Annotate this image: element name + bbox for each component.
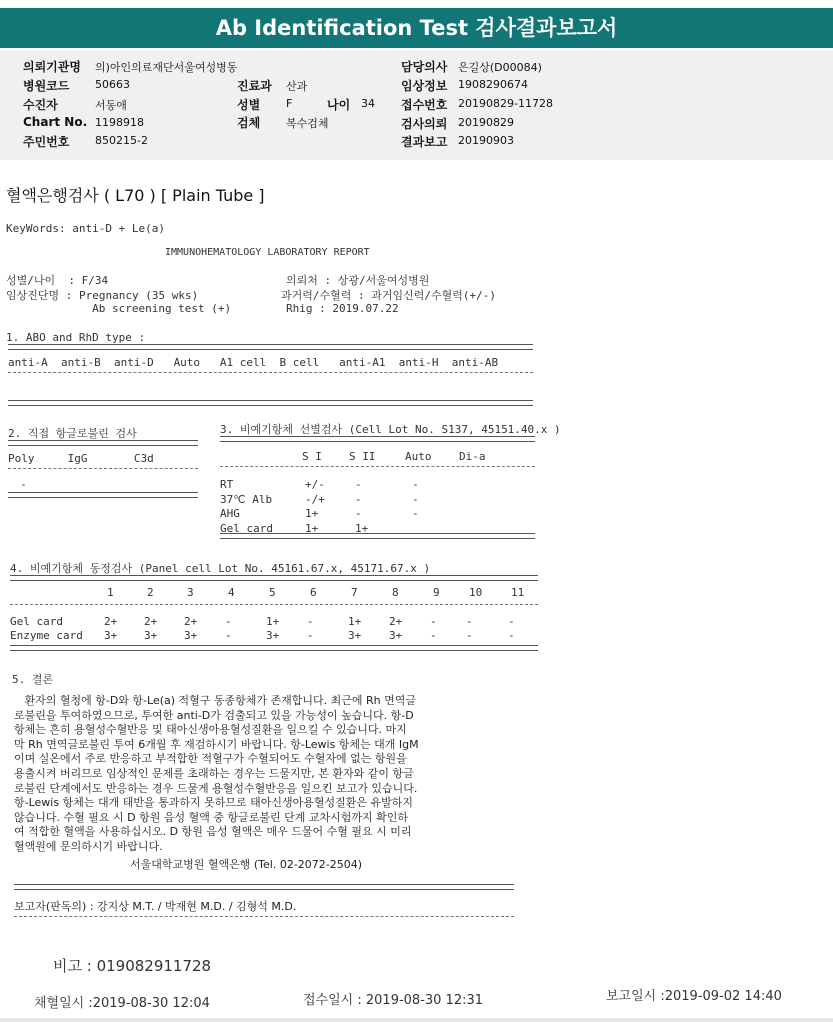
screen-row-name: AHG [220, 507, 240, 520]
conclusion-line: 용출시켜 버리므로 임상적인 문제를 초래하는 경우는 드물지만, 본 환자와 같이 항글 [14, 767, 414, 780]
doctor-label: 담당의사 [401, 60, 448, 74]
abo-headers: anti-A anti-B anti-D Auto A1 cell B cell anti-A1 anti-H anti-AB [8, 356, 499, 369]
panel-cell: 3+ [144, 629, 158, 642]
patient-label: 수진자 [23, 98, 58, 112]
receipt-datetime: 접수일시 : 2019-08-30 12:31 [303, 993, 484, 1008]
abo-title: 1. ABO and RhD type : [6, 331, 146, 344]
specimen-label: 검체 [237, 116, 261, 130]
divider [220, 533, 535, 539]
age-value: 34 [361, 97, 375, 110]
screen-header-s2: S II [349, 450, 376, 463]
panel-cell: - [225, 629, 232, 642]
panel-cell: 3+ [389, 629, 403, 642]
divider [220, 436, 535, 442]
screen-header-s1: S I [302, 450, 322, 463]
screen-cell: 1+ [305, 521, 319, 535]
panel-cell: 2+ [389, 615, 403, 628]
panel-row-name: Gel card [10, 615, 63, 628]
panel-header: 6 [310, 586, 317, 599]
collection-datetime: 채혈일시 :2019-08-30 12:04 [34, 996, 210, 1011]
requester-line: 의뢰처 : 상광/서울여성병원 [286, 274, 430, 287]
panel-cell: - [508, 629, 515, 642]
report-date-value: 20190903 [458, 134, 514, 147]
specimen-value: 복수검체 [286, 117, 329, 130]
divider [8, 344, 533, 350]
chart-label: Chart No. [23, 115, 88, 129]
divider [14, 916, 514, 917]
panel-cell: - [466, 629, 473, 642]
conclusion-line: 항체는 흔히 용혈성수혈반응 및 태아신생아용혈성질환을 일으킬 수 있습니다. 마지 [14, 723, 407, 737]
panel-cell: - [225, 615, 232, 628]
screen-cell: 1+ [355, 521, 369, 535]
panel-cell: - [430, 615, 437, 628]
institution-value: 의)아인의료재단서울여성병동 [95, 61, 238, 74]
conclusion-title: 5. 결론 [12, 673, 54, 686]
clinical-label: 임상정보 [401, 79, 448, 93]
divider [10, 575, 538, 581]
sex-age-line: 성별/나이 : F/34 [6, 274, 109, 287]
report-datetime: 보고일시 :2019-09-02 14:40 [606, 989, 782, 1004]
keywords: KeyWords: anti-D + Le(a) [6, 222, 165, 235]
screen-cell: - [355, 492, 362, 506]
panel-header: 3 [187, 586, 194, 599]
panel-cell: 3+ [348, 629, 362, 642]
screen-cell: -/+ [305, 492, 325, 506]
panel-header: 9 [433, 586, 440, 599]
panel-cell: 2+ [184, 615, 198, 628]
panel-header: 2 [147, 586, 154, 599]
panel-row-name: Enzyme card [10, 629, 83, 642]
screen-cell: - [412, 478, 419, 491]
panel-header: 10 [469, 586, 483, 599]
divider [8, 468, 198, 469]
screen-cell: +/- [305, 478, 325, 491]
conclusion-line: 않습니다. 수혈 필요 시 D 항원 음성 혈액 중 항글로불린 단계 교차시험까지 확인하 [14, 810, 408, 824]
screen-row-name: RT [220, 478, 234, 491]
hospital-code-label: 병원코드 [23, 79, 70, 93]
department-value: 산과 [286, 80, 308, 93]
rrn-label: 주민번호 [23, 135, 70, 149]
history-line: 과거력/수혈력 : 과거임신력/수혈력(+/-) [281, 289, 496, 302]
blood-bank-contact: 서울대학교병원 혈액은행 (Tel. 02-2072-2504) [130, 858, 363, 871]
divider [14, 884, 514, 890]
divider [8, 400, 533, 406]
screen-row-name: Gel card [220, 521, 273, 535]
department-label: 진료과 [237, 79, 272, 93]
divider [8, 372, 533, 373]
panel-cell: 3+ [104, 629, 118, 642]
dat-title: 2. 직접 항글로불린 검사 [8, 427, 137, 440]
conclusion-line: 로불린 단계에서도 반응하는 경우 드물게 용혈성수혈반응을 일으킨 보고가 있습니다. [14, 781, 418, 795]
rhig-line: Rhig : 2019.07.22 [286, 302, 399, 315]
panel-header: 7 [351, 586, 358, 599]
conclusion-line: 환자의 혈청에 항-D와 항-Le(a) 적혈구 동종항체가 존재합니다. 최근에 Rh 면역글 [14, 694, 417, 707]
age-label: 나이 [327, 98, 351, 112]
report-title-bar: Ab Identification Test 검사결과보고서 [0, 8, 833, 48]
page-bottom-border [0, 1018, 833, 1022]
panel-cell: - [307, 615, 314, 628]
screen-cell: - [412, 492, 419, 506]
conclusion-line: 항-Lewis 항체는 대개 태반을 통과하지 못하므로 태아신생아용혈성질환은 유발하지 [14, 796, 413, 810]
dat-value: - [20, 478, 27, 491]
screening-line: Ab screening test (+) [6, 302, 232, 315]
panel-header: 5 [269, 586, 276, 599]
receipt-value: 20190829-11728 [458, 97, 553, 110]
request-label: 검사의뢰 [401, 117, 448, 131]
panel-header: 8 [392, 586, 399, 599]
panel-cell: 3+ [266, 629, 280, 642]
panel-header: 4 [228, 586, 235, 599]
receipt-label: 접수번호 [401, 98, 448, 112]
panel-cell: 2+ [144, 615, 158, 628]
note: 비고 : 019082911728 [53, 957, 212, 975]
screen-header-dia: Di-a [459, 450, 486, 463]
conclusion-line: 이며 실온에서 주로 반응하고 부적합한 적혈구가 수혈되어도 수혈자에 없는 항원을 [14, 752, 407, 766]
chart-value: 1198918 [95, 116, 144, 129]
hospital-code-value: 50663 [95, 78, 130, 91]
sex-label: 성별 [237, 98, 261, 112]
panel-cell: 1+ [348, 615, 362, 628]
conclusion-line: 혈액원에 문의하시기 바랍니다. [14, 840, 163, 853]
report-date-label: 결과보고 [401, 135, 448, 149]
lab-report-title: IMMUNOHEMATOLOGY LABORATORY REPORT [165, 247, 370, 258]
panel-cell: - [430, 629, 437, 642]
divider [220, 466, 535, 467]
screen-title: 3. 비예기항체 선별검사 (Cell Lot No. S137, 45151.40.x ) [220, 423, 561, 436]
divider [8, 440, 198, 446]
panel-title: 4. 비예기항체 동정검사 (Panel cell Lot No. 45161.67.x, 45171.67.x ) [10, 562, 431, 575]
screen-cell: - [355, 507, 362, 520]
dat-headers: Poly IgG C3d [8, 452, 154, 465]
screen-cell: 1+ [305, 507, 319, 520]
reporter-line: 보고자(판독의) : 강지상 M.T. / 박재현 M.D. / 김형석 M.D. [14, 900, 297, 913]
institution-label: 의뢰기관명 [23, 60, 81, 74]
panel-cell: 1+ [266, 615, 280, 628]
conclusion-line: 막 Rh 면역글로불린 투여 6개월 후 재검하시기 바랍니다. 항-Lewis 항체는 대개 IgM [14, 737, 419, 751]
panel-cell: 2+ [104, 615, 118, 628]
panel-cell: - [508, 615, 515, 628]
clinical-value: 1908290674 [458, 78, 528, 91]
section-title: 혈액은행검사 ( L70 ) [ Plain Tube ] [6, 186, 265, 205]
patient-value: 서동애 [95, 99, 127, 112]
screen-cell: - [412, 507, 419, 520]
sex-value: F [286, 97, 293, 110]
screen-row-name: 37℃ Alb [220, 492, 273, 506]
panel-cell: - [466, 615, 473, 628]
rrn-value: 850215-2 [95, 134, 148, 147]
panel-header: 11 [511, 586, 525, 599]
divider [10, 645, 538, 651]
diagnosis-line: 임상진단명 : Pregnancy (35 wks) [6, 289, 199, 302]
panel-header: 1 [107, 586, 114, 599]
conclusion-line: 여 적합한 혈액을 사용하십시오. D 항원 음성 혈액은 매우 드물어 수혈 필요 시 미리 [14, 825, 412, 839]
screen-header-auto: Auto [405, 450, 432, 463]
screen-cell: - [355, 478, 362, 491]
panel-cell: - [307, 629, 314, 642]
header-info-panel [0, 50, 833, 160]
panel-cell: 3+ [184, 629, 198, 642]
request-value: 20190829 [458, 116, 514, 129]
doctor-value: 은길상(D00084) [458, 61, 542, 74]
conclusion-line: 로불린을 투여하였으므로, 투여한 anti-D가 검출되고 있을 가능성이 높습니다. 항-D [14, 708, 414, 722]
divider [8, 492, 198, 498]
divider [10, 604, 538, 605]
